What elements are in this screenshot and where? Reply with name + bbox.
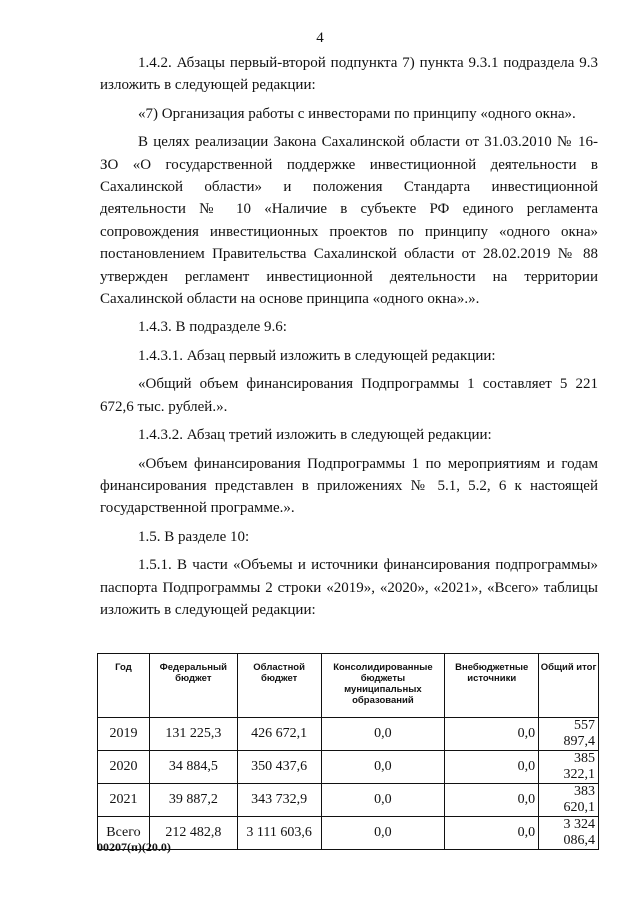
header-regional-budget: Областной бюджет	[237, 654, 321, 718]
cell-municipal: 0,0	[321, 718, 445, 751]
paragraph-quote-7: «7) Организация работы с инвесторами по принципу «одного окна».	[138, 105, 576, 122]
cell-total: 3 324 086,4	[539, 817, 599, 850]
cell-federal: 34 884,5	[149, 751, 237, 784]
page-number: 4	[316, 30, 324, 46]
table-row	[98, 784, 599, 817]
header-municipal-budgets: Консолидированные бюджеты муниципальных образований	[321, 654, 445, 718]
paragraph-financing-volume: «Объем финансирования Подпрограммы 1 по мероприятиям и годам финансирования представлен в приложениях № 5.1, 5.2, 6 к настоящей государственной программе.».	[100, 455, 598, 517]
document-code: 00207(п)(20.0)	[97, 840, 171, 854]
cell-federal: 212 482,8	[149, 817, 237, 850]
cell-regional: 3 111 603,6	[237, 817, 321, 850]
cell-total: 385 322,1	[539, 751, 599, 784]
cell-extrabudgetary: 0,0	[445, 718, 539, 751]
cell-regional: 350 437,6	[237, 751, 321, 784]
cell-regional: 426 672,1	[237, 718, 321, 751]
cell-year: 2021	[98, 784, 150, 817]
header-federal-budget: Федеральный бюджет	[149, 654, 237, 718]
cell-municipal: 0,0	[321, 784, 445, 817]
cell-municipal: 0,0	[321, 751, 445, 784]
cell-total: 383 620,1	[539, 784, 599, 817]
cell-year: Всего	[98, 817, 150, 850]
paragraph-1-4-2: 1.4.2. Абзацы первый-второй подпункта 7) пункта 9.3.1 подраздела 9.3 изложить в следующей редакции:	[100, 55, 598, 94]
table-row-total	[98, 817, 599, 850]
table-row	[98, 718, 599, 751]
paragraph-1-5-1: 1.5.1. В части «Объемы и источники финансирования подпрограммы» паспорта Подпрограммы 2 строки «2019», «2020», «2021», «Всего» таблицы изложить в следующей редакции:	[100, 557, 598, 618]
cell-extrabudgetary: 0,0	[445, 784, 539, 817]
table-row	[98, 751, 599, 784]
table-header-row	[98, 654, 599, 718]
paragraph-total-volume: «Общий объем финансирования Подпрограммы 1 составляет 5 221 672,6 тыс. рублей.».	[100, 376, 598, 415]
paragraph-law-reference: В целях реализации Закона Сахалинской области от 31.03.2010 № 16-ЗО «О государственной поддержке инвестиционной деятельности в Сахалинской области» и положения Стандарта инвестиционной деятельности № 10 «Наличие в субъекте РФ единого регламента сопровождения инвестиционных проектов по принципу «одного окна» постановлением Правительства Сахалинской области от 28.02.2019 № 88 утвержден регламент инвестиционной деятельности на территории Сахалинской области на основе принципа «одного окна».».	[100, 134, 598, 308]
paragraph-1-4-3-2: 1.4.3.2. Абзац третий изложить в следующей редакции:	[138, 427, 492, 444]
paragraph-1-5: 1.5. В разделе 10:	[138, 528, 250, 545]
header-total: Общий итог	[539, 654, 599, 718]
paragraph-1-4-3-1: 1.4.3.1. Абзац первый изложить в следующей редакции:	[138, 347, 496, 364]
cell-year: 2020	[98, 751, 150, 784]
cell-total: 557 897,4	[539, 718, 599, 751]
paragraph-1-4-3: 1.4.3. В подразделе 9.6:	[138, 319, 287, 336]
cell-regional: 343 732,9	[237, 784, 321, 817]
header-extrabudgetary: Внебюджетные источники	[445, 654, 539, 718]
document-body	[100, 52, 598, 621]
header-year: Год	[98, 654, 150, 718]
cell-federal: 39 887,2	[149, 784, 237, 817]
cell-year: 2019	[98, 718, 150, 751]
cell-federal: 131 225,3	[149, 718, 237, 751]
cell-extrabudgetary: 0,0	[445, 751, 539, 784]
cell-extrabudgetary: 0,0	[445, 817, 539, 850]
cell-municipal: 0,0	[321, 817, 445, 850]
financing-table	[97, 653, 599, 850]
